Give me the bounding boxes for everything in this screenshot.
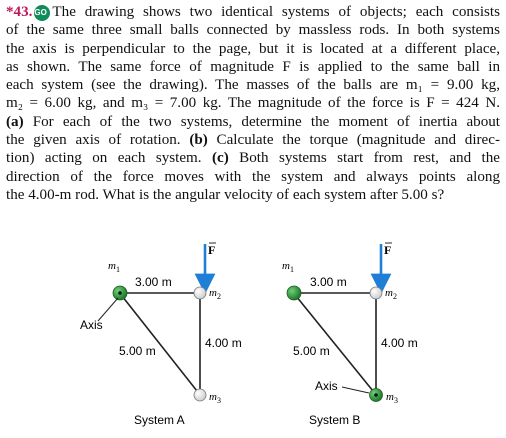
system-b-rod-right-label: 4.00 m <box>381 336 418 350</box>
system-a-rod-right-label: 4.00 m <box>205 336 242 350</box>
system-a-m2-label: $m_2$ <box>209 287 221 301</box>
system-b-axis-pointer <box>342 387 369 393</box>
problem-line-11: the 4.00-m rod. What is the angular velocity of each system after 5.00 s? <box>6 186 445 203</box>
problem-line-3: the axis is perpendicular to the page, but it is located at a different place, <box>6 40 500 57</box>
problem-line-7: (a) For each of the two systems, determine the moment of inertia about <box>6 113 500 130</box>
system-b-force-label: F <box>384 243 392 257</box>
system-b-axis-label: Axis <box>315 379 338 393</box>
problem-line-2: of the same three small balls connected by massless rods. In both systems <box>6 22 500 39</box>
system-a-axis-dot-icon <box>118 291 122 295</box>
system-b-ball-m2-icon <box>370 287 382 299</box>
system-a-m3-label: $m_3$ <box>209 391 221 405</box>
problem-line-4: as shown. The same force of magnitude F is applied to the same ball in <box>6 58 500 75</box>
system-b-axis-dot-icon <box>374 393 378 397</box>
system-a-rod-top-label: 3.00 m <box>135 275 172 289</box>
system-b <box>282 243 418 427</box>
problem-line-1: *43. GO The drawing shows two identical systems of objects; each consists <box>6 4 500 20</box>
system-b-rod-diag-label: 5.00 m <box>293 344 330 358</box>
problem-line-10: direction of the force moves with the system and always points along <box>6 168 500 185</box>
system-a-force-label: F <box>208 243 216 257</box>
problem-line-9: tion) acting on each system. (c) Both systems start from rest, and the <box>6 150 500 167</box>
system-b-rod-top-label: 3.00 m <box>310 275 347 289</box>
problem-line-5: each system (see the drawing). The masses of the balls are m₁ = 9.00 kg, <box>6 77 500 94</box>
problem-line-6: m₂ = 6.00 kg, and m₃ = 7.00 kg. The magnitude of the force is F = 424 N. <box>6 95 500 112</box>
system-a-axis-pointer <box>98 298 118 321</box>
system-b-caption: System B <box>309 413 361 427</box>
system-a-ball-m2-icon <box>194 287 206 299</box>
system-a-ball-m3-icon <box>194 389 206 401</box>
figure-svg <box>0 238 506 433</box>
system-b-m2-label: $m_2$ <box>385 287 397 301</box>
system-b-ball-m1-icon <box>287 286 301 300</box>
system-b-m3-label: $m_3$ <box>386 391 398 405</box>
system-a-caption: System A <box>134 413 185 427</box>
problem-number: *43. <box>6 4 33 20</box>
system-a-axis-label: Axis <box>80 318 103 332</box>
system-b-m1-label: $m_1$ <box>282 260 294 274</box>
figure <box>0 238 506 433</box>
problem-text <box>6 3 500 204</box>
system-a-m1-label: $m_1$ <box>108 260 120 274</box>
problem-line-8: the given axis of rotation. (b) Calculate the torque (magnitude and direc- <box>6 132 500 149</box>
go-badge-icon: GO <box>34 5 50 21</box>
system-a <box>80 243 242 427</box>
system-a-rod-diag-label: 5.00 m <box>119 344 156 358</box>
